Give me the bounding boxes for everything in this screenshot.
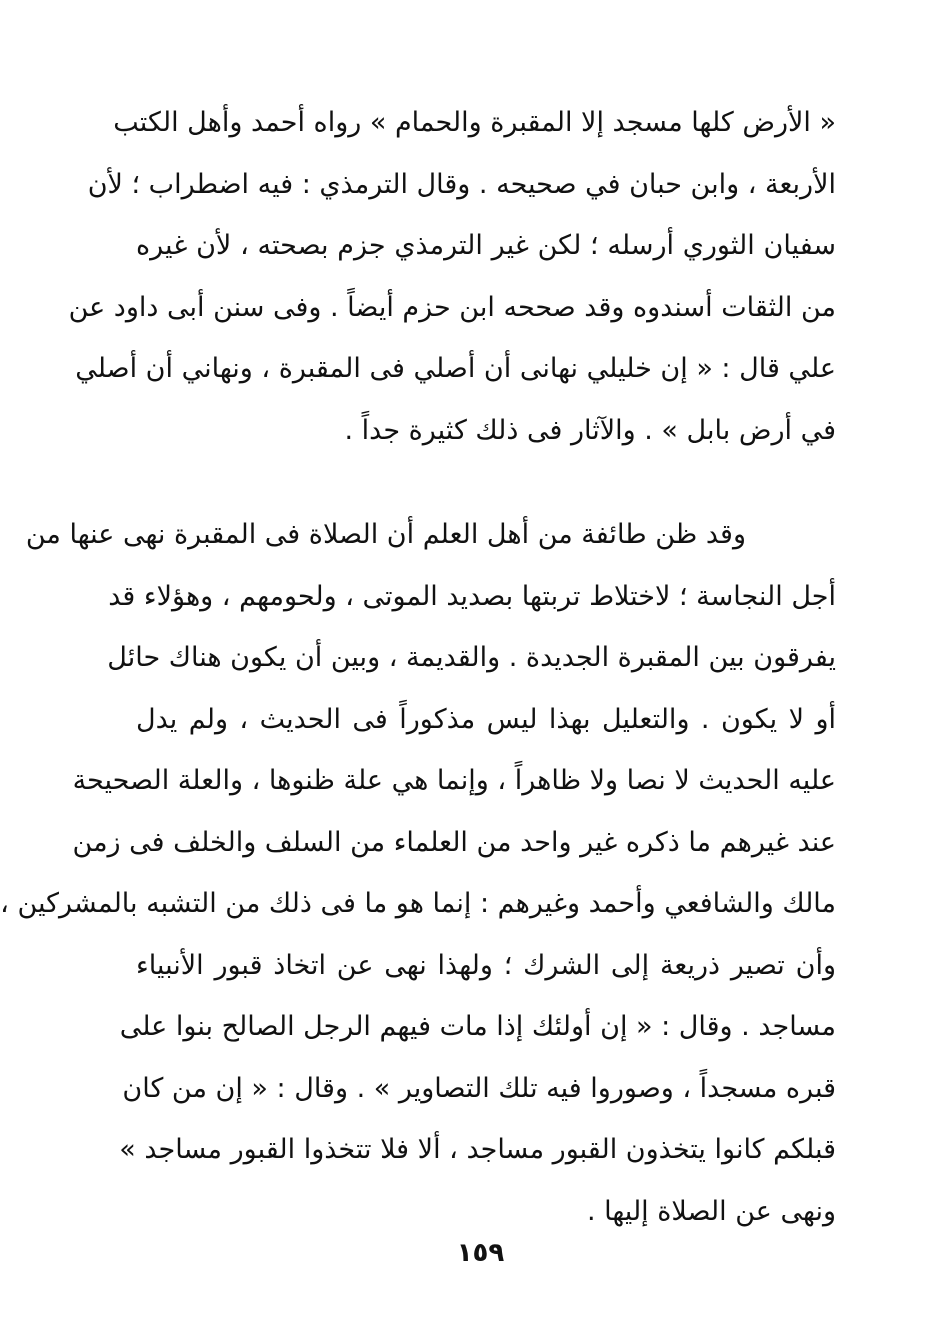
text-line: سفيان الثوري أرسله ؛ لكن غير الترمذي جزم بصحته ، لأن غيره	[136, 230, 836, 261]
page-number: ١٥٩	[456, 1238, 505, 1268]
text-line: عند غيرهم ما ذكره غير واحد من العلماء من السلف والخلف فى زمن	[72, 826, 836, 858]
text-line: مالك والشافعي وأحمد وغيرهم : إنما هو ما فى ذلك من التشبه بالمشركين ،	[0, 888, 836, 919]
text-line: مساجد . وقال : « إن أولئك إذا مات فيهم الرجل الصالح بنوا على	[119, 1011, 836, 1042]
text-line: يفرقون بين المقبرة الجديدة . والقديمة ، وبين أن يكون هناك حائل	[107, 642, 836, 673]
text-line: قبلكم كانوا يتخذون القبور مساجد ، ألا فلا تتخذوا القبور مساجد »	[119, 1134, 836, 1165]
text-line: ونهى عن الصلاة إليها .	[586, 1195, 836, 1227]
page-body	[0, 92, 836, 1242]
paragraph-2	[0, 504, 836, 1242]
text-line: وقد ظن طائفة من أهل العلم أن الصلاة فى المقبرة نهى عنها من	[25, 519, 746, 550]
text-line: « الأرض كلها مسجد إلا المقبرة والحمام » رواه أحمد وأهل الكتب	[113, 107, 836, 138]
text-line: من الثقات أسندوه وقد صححه ابن حزم أيضاً . وفى سنن أبى داود عن	[68, 291, 836, 323]
text-line: قبره مسجداً ، وصوروا فيه تلك التصاوير » . وقال : « إن من كان	[122, 1072, 836, 1104]
paragraph-1	[68, 92, 836, 461]
text-line: في أرض بابل » . والآثار فى ذلك كثيرة جداً .	[344, 414, 836, 446]
text-line: الأربعة ، وابن حبان في صحيحه . وقال الترمذي : فيه اضطراب ؛ لأن	[87, 168, 836, 200]
text-line: وأن تصير ذريعة إلى الشرك ؛ ولهذا نهى عن اتخاذ قبور الأنبياء	[136, 949, 836, 981]
text-line: عليه الحديث لا نصا ولا ظاهراً ، وإنما هي علة ظنوها ، والعلة الصحيحة	[72, 765, 836, 796]
text-line: علي قال : « إن خليلي نهانى أن أصلي فى المقبرة ، ونهاني أن أصلي	[75, 353, 836, 384]
text-line: أو لا يكون . والتعليل بهذا ليس مذكوراً فى الحديث ، ولم يدل	[136, 703, 836, 735]
paragraph-spacer	[136, 461, 836, 504]
text-line: أجل النجاسة ؛ لاختلاط تربتها بصديد الموتى ، ولحومهم ، وهؤلاء قد	[108, 580, 836, 612]
